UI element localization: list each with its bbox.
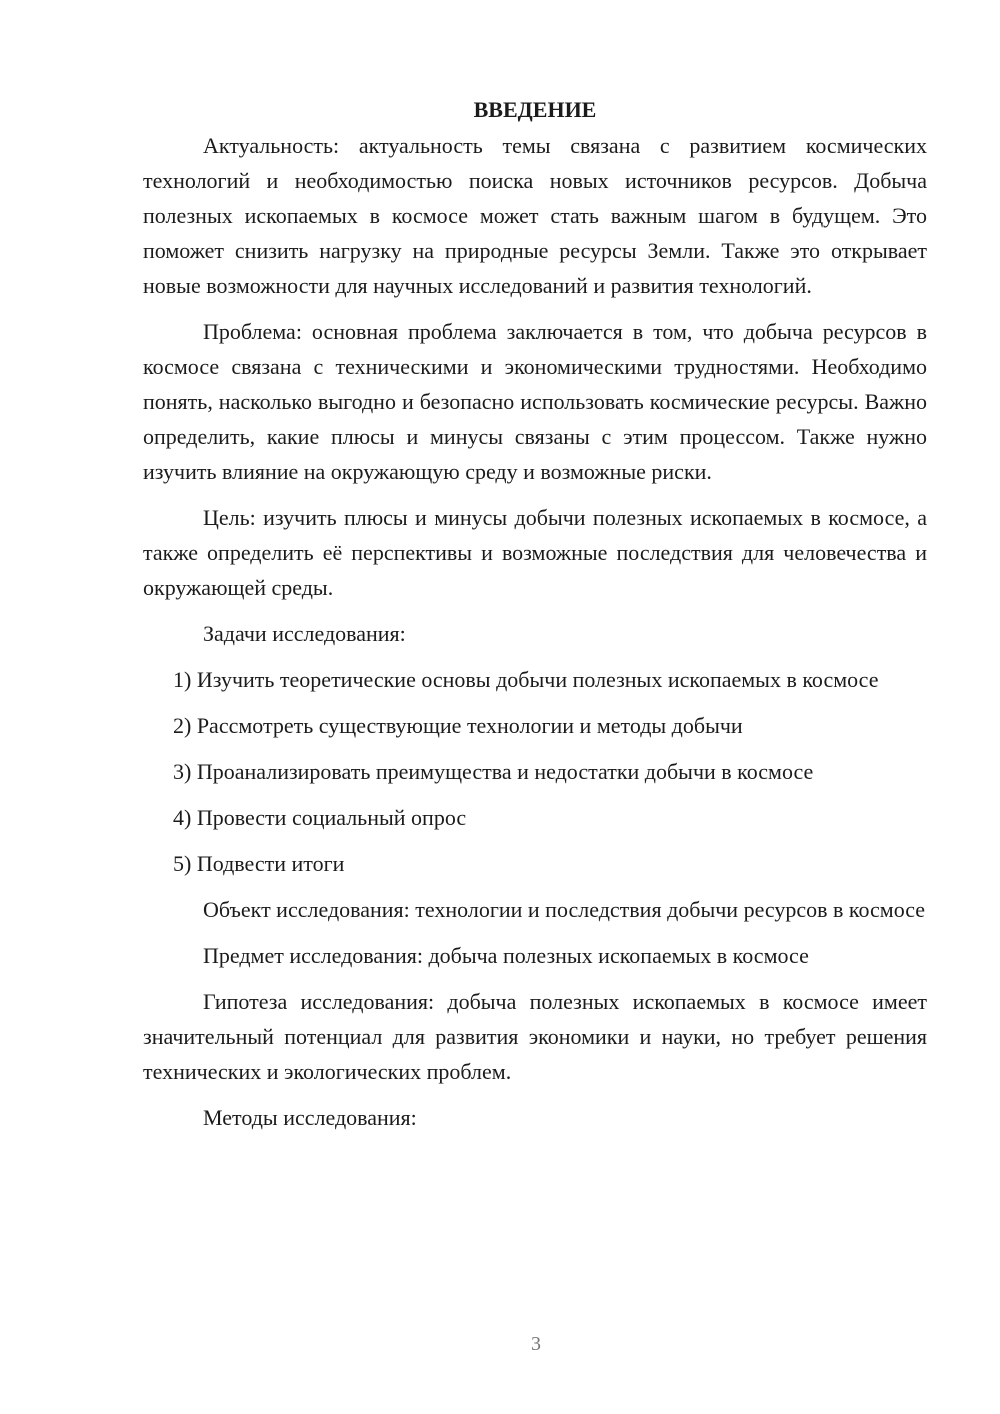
task-item-3: 3) Проанализировать преимущества и недостатки добычи в космосе	[173, 759, 814, 784]
object-paragraph: Объект исследования: технологии и последствия добычи ресурсов в космосе	[203, 897, 926, 922]
document-body	[143, 92, 927, 1146]
section-title: ВВЕДЕНИЕ	[473, 97, 597, 122]
problem-paragraph: Проблема: основная проблема заключается в том, что добыча ресурсов в космосе связана с техническими и экономическими трудностями. Необходимо понять, насколько выгодно и безопасно использовать космические ресурсы. Важно определить, какие плюсы и минусы связаны с этим процессом. Также нужно изучить влияние на окружающую среду и возможные риски.	[143, 319, 927, 484]
task-item-4: 4) Провести социальный опрос	[173, 805, 467, 830]
task-item-2: 2) Рассмотреть существующие технологии и методы добычи	[173, 713, 743, 738]
page-number: 3	[531, 1333, 541, 1355]
tasks-heading: Задачи исследования:	[203, 621, 406, 646]
task-item-5: 5) Подвести итоги	[173, 851, 345, 876]
subject-paragraph: Предмет исследования: добыча полезных ископаемых в космосе	[203, 943, 809, 968]
goal-paragraph: Цель: изучить плюсы и минусы добычи полезных ископаемых в космосе, а также определить её перспективы и возможные последствия для человечества и окружающей среды.	[143, 505, 927, 600]
methods-heading: Методы исследования:	[203, 1105, 417, 1130]
hypothesis-paragraph: Гипотеза исследования: добыча полезных ископаемых в космосе имеет значительный потенциал для развития экономики и науки, но требует решения технических и экологических проблем.	[143, 989, 927, 1084]
task-item-1: 1) Изучить теоретические основы добычи полезных ископаемых в космосе	[173, 667, 879, 692]
relevance-paragraph: Актуальность: актуальность темы связана с развитием космических технологий и необходимостью поиска новых источников ресурсов. Добыча полезных ископаемых в космосе может стать важным шагом в будущем. Это поможет снизить нагрузку на природные ресурсы Земли. Также это открывает новые возможности для научных исследований и развития технологий.	[143, 133, 927, 298]
